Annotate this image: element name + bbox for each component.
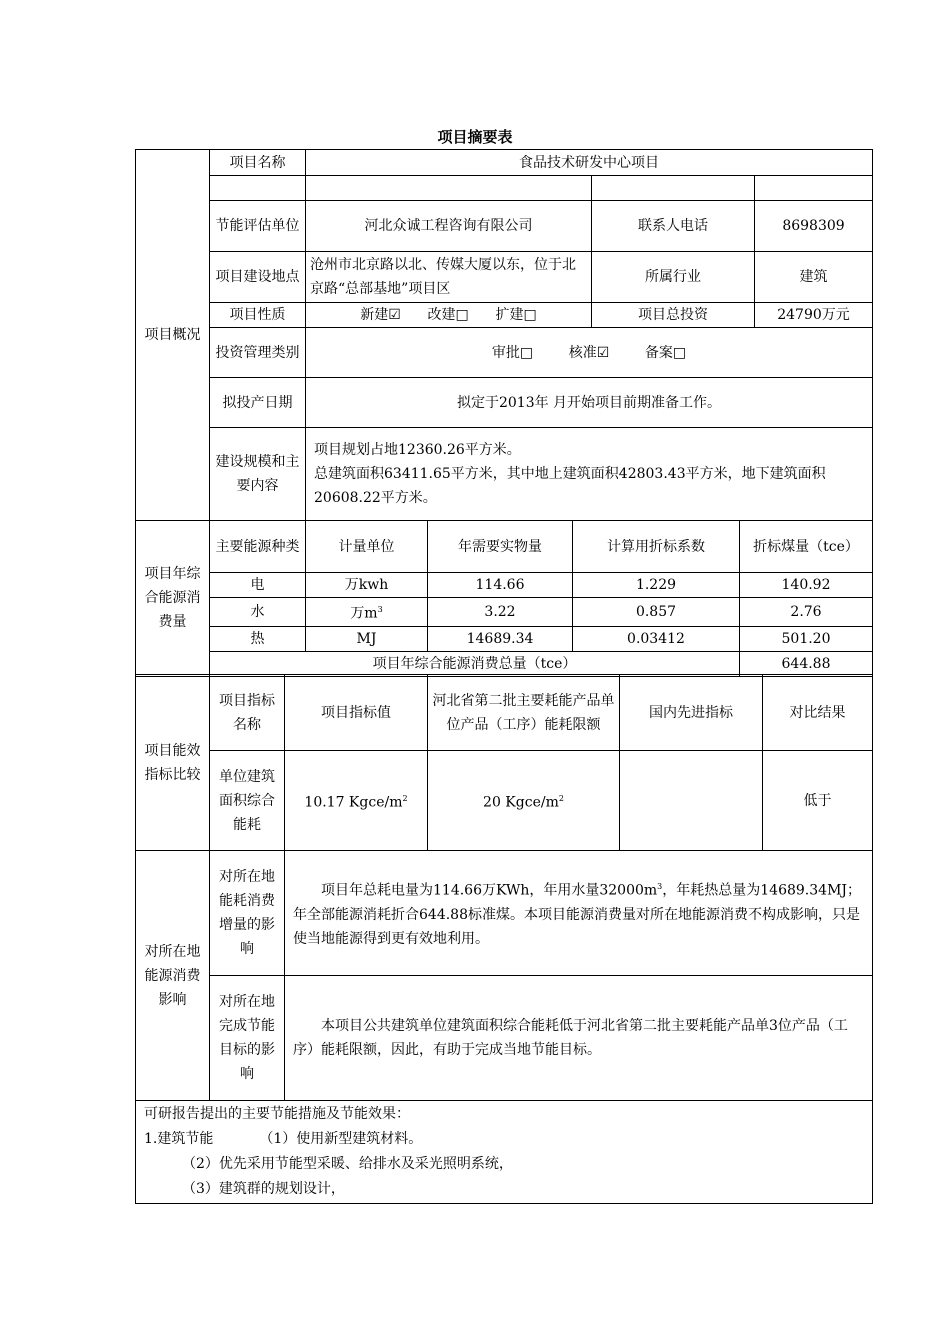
nature-options bbox=[306, 303, 592, 328]
table-row bbox=[136, 573, 873, 598]
energy-tce: 140.92 bbox=[740, 573, 873, 598]
industry-value: 建筑 bbox=[755, 252, 873, 303]
industry-label: 所属行业 bbox=[592, 252, 755, 303]
energy-unit-text: 万m bbox=[350, 605, 378, 622]
energy-header-type: 主要能源种类 bbox=[210, 521, 306, 573]
production-value: 拟定于2013年 月开始项目前期准备工作。 bbox=[306, 378, 873, 428]
name-label: 项目名称 bbox=[210, 150, 306, 176]
blank-cell bbox=[210, 176, 306, 201]
contact-label: 联系人电话 bbox=[592, 201, 755, 252]
energy-unit bbox=[306, 598, 428, 627]
impact-r1-sup: 3 bbox=[657, 882, 663, 892]
efficiency-table bbox=[135, 674, 873, 851]
blank-cell bbox=[592, 176, 755, 201]
mgmt-option-record: 备案□ bbox=[644, 344, 687, 361]
measures-line-1b: （1）使用新型建筑材料。 bbox=[259, 1131, 423, 1147]
efficiency-value-text: 10.17 Kgce/m bbox=[304, 794, 403, 811]
impact-r1-text-a: 项目年总耗电量为114.66万KWh，年用水量32000m bbox=[321, 882, 658, 899]
efficiency-header-advanced: 国内先进指标 bbox=[620, 675, 763, 751]
measures-line-3: （3）建筑群的规划设计， bbox=[182, 1181, 345, 1197]
energy-header-factor: 计算用折标系数 bbox=[573, 521, 740, 573]
energy-unit-sup: 3 bbox=[377, 605, 383, 614]
impact-table bbox=[135, 850, 873, 1101]
efficiency-name: 单位建筑面积综合能耗 bbox=[210, 751, 285, 851]
energy-tce: 2.76 bbox=[740, 598, 873, 627]
table-row bbox=[136, 751, 873, 851]
energy-total-value-text: 644.88 bbox=[781, 655, 831, 672]
page-title: 项目摘要表 bbox=[437, 128, 513, 146]
energy-total-value bbox=[740, 651, 873, 676]
efficiency-limit-sup: 2 bbox=[558, 793, 564, 803]
investment-label: 项目总投资 bbox=[592, 303, 755, 328]
eval-label: 节能评估单位 bbox=[210, 201, 306, 252]
impact-r1-text bbox=[285, 851, 873, 976]
location-value: 沧州市北京路以北、传媒大厦以东，位于北京路“总部基地”项目区 bbox=[306, 252, 592, 303]
measures-line-2: （2）优先采用节能型采暖、给排水及采光照明系统， bbox=[182, 1156, 513, 1172]
scale-content bbox=[306, 428, 873, 521]
energy-type: 水 bbox=[210, 598, 306, 627]
overview-section-label: 项目概况 bbox=[136, 150, 210, 521]
energy-unit: MJ bbox=[306, 626, 428, 651]
investment-value: 24790万元 bbox=[755, 303, 873, 328]
efficiency-header-result: 对比结果 bbox=[763, 675, 873, 751]
energy-tce: 501.20 bbox=[740, 626, 873, 651]
scale-label: 建设规模和主要内容 bbox=[210, 428, 306, 521]
energy-type: 电 bbox=[210, 573, 306, 598]
name-value: 食品技术研发中心项目 bbox=[306, 150, 873, 176]
efficiency-value-sup: 2 bbox=[402, 793, 408, 803]
efficiency-header-value: 项目指标值 bbox=[285, 675, 428, 751]
mgmt-label: 投资管理类别 bbox=[210, 328, 306, 378]
mgmt-option-verify: 核准☑ bbox=[568, 344, 610, 361]
energy-factor: 1.229 bbox=[573, 573, 740, 598]
measures-table bbox=[135, 1100, 873, 1204]
nature-label: 项目性质 bbox=[210, 303, 306, 328]
measures-line-1a: 1.建筑节能 bbox=[144, 1131, 214, 1147]
energy-amount: 3.22 bbox=[428, 598, 573, 627]
efficiency-limit bbox=[428, 751, 620, 851]
energy-unit: 万kwh bbox=[306, 573, 428, 598]
table-row bbox=[136, 598, 873, 627]
impact-section-label: 对所在地能源消费影响 bbox=[136, 851, 210, 1101]
table-row bbox=[136, 626, 873, 651]
energy-type: 热 bbox=[210, 626, 306, 651]
energy-amount: 14689.34 bbox=[428, 626, 573, 651]
contact-value: 8698309 bbox=[755, 201, 873, 252]
energy-header-amount: 年需要实物量 bbox=[428, 521, 573, 573]
energy-amount: 114.66 bbox=[428, 573, 573, 598]
location-label: 项目建设地点 bbox=[210, 252, 306, 303]
energy-total-label-cell bbox=[210, 651, 740, 676]
energy-header-unit: 计量单位 bbox=[306, 521, 428, 573]
mgmt-options bbox=[306, 328, 873, 378]
nature-option-rebuild: 改建□ bbox=[427, 307, 469, 323]
energy-factor: 0.857 bbox=[573, 598, 740, 627]
impact-r2-text: 本项目公共建筑单位建筑面积综合能耗低于河北省第二批主要耗能产品单3位产品（工序）能耗限额，因此，有助于完成当地节能目标。 bbox=[285, 976, 873, 1101]
efficiency-result: 低于 bbox=[763, 751, 873, 851]
impact-r1-label: 对所在地能耗消费增量的影响 bbox=[210, 851, 285, 976]
energy-factor: 0.03412 bbox=[573, 626, 740, 651]
efficiency-header-limit: 河北省第二批主要耗能产品单位产品（工序）能耗限额 bbox=[428, 675, 620, 751]
eval-value: 河北众诚工程咨询有限公司 bbox=[306, 201, 592, 252]
efficiency-header-name: 项目指标名称 bbox=[210, 675, 285, 751]
measures-line-1 bbox=[144, 1127, 864, 1152]
efficiency-limit-text: 20 Kgce/m bbox=[483, 794, 559, 811]
mgmt-option-approve: 审批□ bbox=[491, 344, 534, 361]
energy-table bbox=[135, 520, 873, 677]
blank-cell bbox=[306, 176, 592, 201]
efficiency-section-label: 项目能效指标比较 bbox=[136, 675, 210, 851]
measures-cell bbox=[136, 1101, 873, 1204]
scale-line: 项目规划占地12360.26平方米。 bbox=[314, 442, 521, 458]
nature-option-new: 新建☑ bbox=[360, 307, 401, 323]
overview-table bbox=[135, 149, 873, 521]
blank-cell bbox=[755, 176, 873, 201]
efficiency-value bbox=[285, 751, 428, 851]
production-label: 拟投产日期 bbox=[210, 378, 306, 428]
impact-r2-label: 对所在地完成节能目标的影响 bbox=[210, 976, 285, 1101]
measures-heading: 可研报告提出的主要节能措施及节能效果： bbox=[144, 1106, 410, 1122]
scale-line: 总建筑面积63411.65平方米，其中地上建筑面积42803.43平方米，地下建筑面积20608.22平方米。 bbox=[314, 466, 826, 506]
nature-option-expand: 扩建□ bbox=[495, 307, 537, 323]
energy-section-label: 项目年综合能源消费量 bbox=[136, 521, 210, 677]
impact-r1-text-b: ，年耗热总量为14689.34MJ；年全部能源消耗折合644.88标准煤。本项目能源消费量对所在地能源消费不构成影响，只是使当地能源得到更有效地利用。 bbox=[293, 882, 862, 947]
energy-total-label: 项目年综合能源消费总量（tce） bbox=[372, 655, 577, 672]
efficiency-advanced bbox=[620, 751, 763, 851]
energy-header-tce: 折标煤量（tce） bbox=[740, 521, 873, 573]
